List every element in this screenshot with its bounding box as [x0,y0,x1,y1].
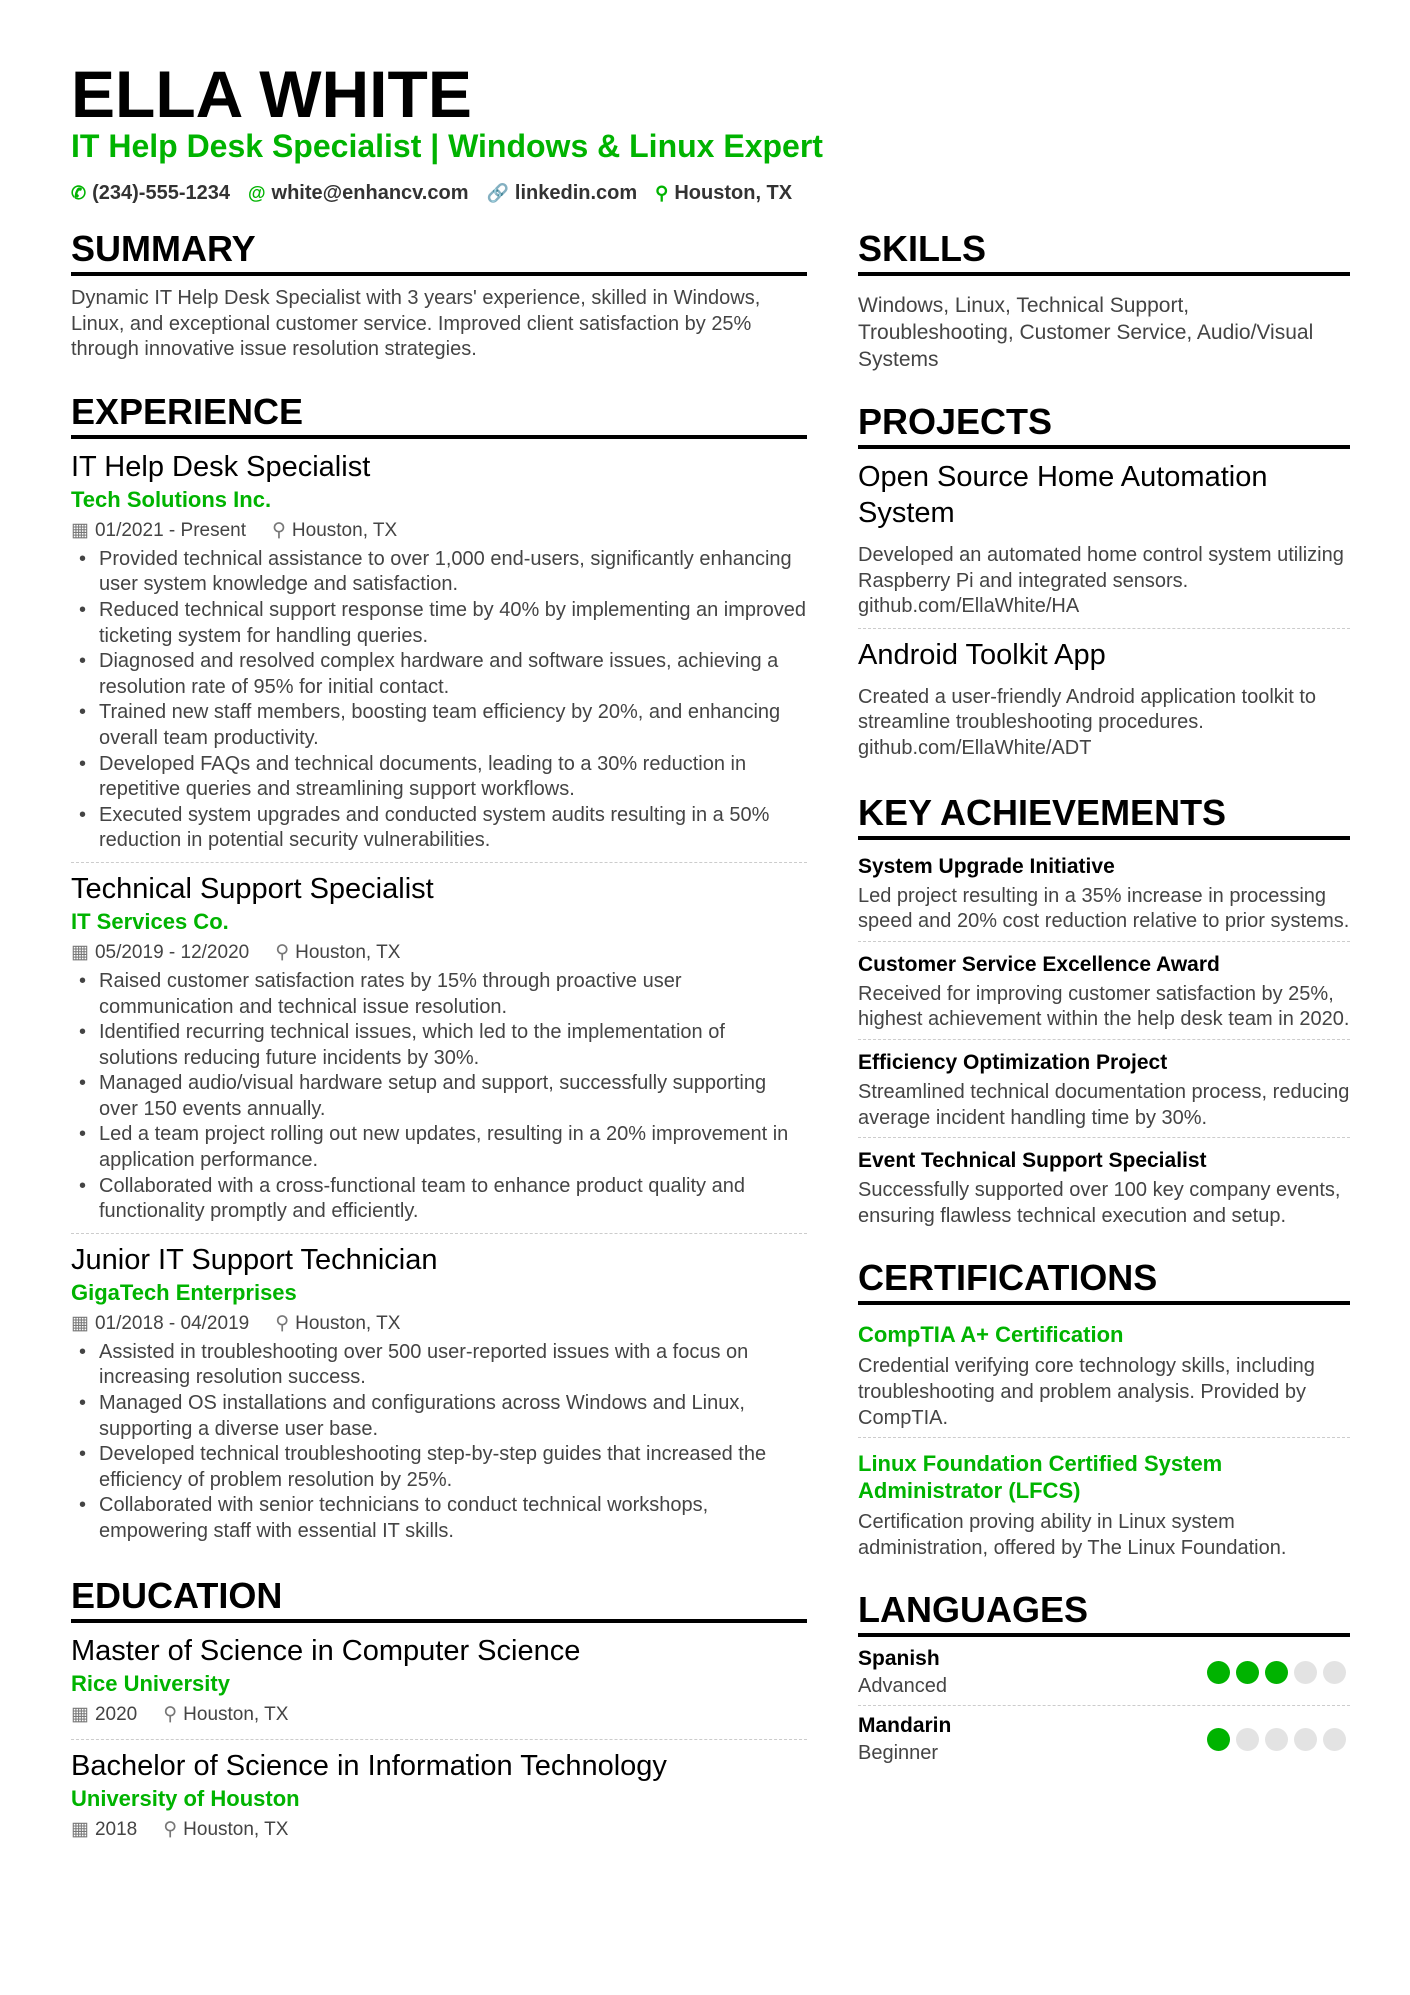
bullet-item: • Developed FAQs and technical documents, leading to a 30% reduction in repetitive queries and streamlining support workflows. [73,752,807,803]
certifications-section [858,1257,1350,1567]
bullet-item: • Led a team project rolling out new updates, resulting in a 20% improvement in application performance. [73,1122,807,1173]
calendar-icon: ▦ [71,941,89,963]
job-location: Houston, TX [295,941,401,963]
bullet-item: • Managed OS installations and configurations across Windows and Linux, supporting a diverse user base. [73,1391,807,1442]
rating-dot [1207,1728,1230,1751]
project-title: Open Source Home Automation System [858,461,1268,529]
bullet-list [73,547,807,854]
achievement-entry [858,1144,1350,1235]
job-title: IT Help Desk Specialist [71,450,371,483]
job-entry [71,1242,807,1553]
education-meta [71,1699,807,1731]
experience-section [71,391,807,1553]
achievements-section [858,792,1350,1236]
projects-section [858,401,1350,770]
job-meta [71,515,807,547]
job-location: Houston, TX [291,519,398,541]
certification-entry [858,1315,1350,1438]
contact-text: (234)-555-1234 [92,182,230,204]
achievement-description: Received for improving customer satisfaction by 25%, highest achievement within the help desk team in 2020. [858,982,1350,1031]
project-title: Android Toolkit App [858,638,1106,671]
rating-dot [1207,1661,1230,1684]
rating-dot [1265,1661,1288,1684]
rating-dot [1265,1728,1288,1751]
bullet-item: • Reduced technical support response time by 40% by implementing an improved ticketing system for handling queries. [73,598,807,649]
school-name: University of Houston [71,1785,300,1811]
at-icon: @ [247,183,266,203]
contact-item[interactable] [655,182,792,205]
education-meta [71,1814,807,1846]
certification-title: Linux Foundation Certified System Administrator (LFCS) [858,1451,1223,1504]
education-location: Houston, TX [183,1818,289,1840]
left-column [71,228,807,1882]
bullet-item: • Developed technical troubleshooting step-by-step guides that increased the efficiency of problem resolution by 25%. [73,1442,807,1493]
language-level: Beginner [858,1742,939,1765]
section-heading: EXPERIENCE [71,391,807,439]
achievement-description: Successfully supported over 100 key company events, ensuring flawless technical execution and setup. [858,1179,1341,1227]
job-dates: 05/2019 - 12/2020 [94,941,250,963]
certification-description: Credential verifying core technology skills, including troubleshooting and problem analysis. Provided by CompTIA. [858,1355,1315,1429]
bullet-item: • Managed audio/visual hardware setup and support, successfully supporting over 150 events annually. [73,1071,807,1122]
contact-item[interactable] [486,182,637,205]
rating-dot [1294,1661,1317,1684]
company-name: Tech Solutions Inc. [71,486,272,512]
location-pin-icon: ⚲ [163,1703,178,1725]
project-link[interactable]: github.com/EllaWhite/HA [858,595,1080,618]
rating-dot [1294,1728,1317,1751]
calendar-icon: ▦ [71,519,89,541]
bullet-item: • Trained new staff members, boosting team efficiency by 20%, and enhancing overall team productivity. [73,700,807,751]
education-year: 2020 [94,1703,138,1725]
achievement-title: System Upgrade Initiative [858,854,1115,878]
job-entry [71,871,807,1234]
project-entry [858,459,1350,629]
project-description: Created a user-friendly Android application toolkit to streamline troubleshooting procedures. [858,685,1317,734]
contact-text: linkedin.com [514,182,638,204]
education-location: Houston, TX [183,1703,289,1725]
location-pin-icon: ⚲ [275,941,290,963]
summary-text: Dynamic IT Help Desk Specialist with 3 years' experience, skilled in Windows, Linux, and exceptional customer service. Improved client satisfaction by 25% through innovative issue resolution strategies. [71,287,761,361]
job-title: Junior IT Support Technician [71,1243,438,1276]
degree: Bachelor of Science in Information Technology [71,1749,667,1782]
bullet-item: • Identified recurring technical issues, which led to the implementation of solutions reducing future incidents by 30%. [73,1020,807,1071]
achievement-description: Streamlined technical documentation process, reducing average incident handling time by 30%. [858,1080,1350,1129]
language-name: Spanish [858,1647,940,1671]
location-pin-icon: ⚲ [655,183,669,203]
school-name: Rice University [71,1670,230,1696]
candidate-title: IT Help Desk Specialist | Windows & Linux Expert [71,128,823,164]
achievement-entry [858,1046,1350,1138]
bullet-list [73,1340,807,1545]
link-icon: 🔗 [486,183,509,203]
calendar-icon: ▦ [71,1703,89,1725]
bullet-item: • Collaborated with a cross-functional team to enhance product quality and functionality promptly and efficiently. [73,1174,807,1225]
education-entry [71,1633,807,1740]
skills-section [858,228,1350,373]
rating-dot [1236,1661,1259,1684]
contact-item[interactable] [71,182,230,205]
certification-entry [858,1444,1350,1567]
rating-dot [1323,1728,1346,1751]
summary-section [71,228,807,363]
candidate-name: ELLA WHITE [71,57,472,131]
achievement-title: Efficiency Optimization Project [858,1050,1168,1074]
right-column [858,228,1350,1800]
achievement-entry [858,850,1350,942]
rating-dot [1236,1728,1259,1751]
contact-bar [71,182,792,205]
job-meta [71,937,807,969]
section-heading: LANGUAGES [858,1589,1350,1637]
language-info [858,1712,951,1766]
proficiency-rating [1207,1661,1346,1684]
location-pin-icon: ⚲ [163,1818,178,1840]
calendar-icon: ▦ [71,1312,89,1334]
project-description: Developed an automated home control system utilizing Raspberry Pi and integrated sensors. [858,544,1344,592]
achievement-title: Event Technical Support Specialist [858,1149,1207,1173]
job-dates: 01/2021 - Present [94,519,246,541]
contact-text: Houston, TX [674,182,793,204]
section-heading: SKILLS [858,228,1350,276]
job-title: Technical Support Specialist [71,872,434,905]
language-entry [858,1706,1350,1772]
education-year: 2018 [94,1818,138,1840]
location-pin-icon: ⚲ [272,519,286,541]
language-entry [858,1639,1350,1706]
job-entry [71,449,807,863]
education-section [71,1575,807,1854]
bullet-item: • Assisted in troubleshooting over 500 user-reported issues with a focus on increasing resolution success. [73,1340,807,1391]
section-heading: EDUCATION [71,1575,807,1623]
bullet-item: • Raised customer satisfaction rates by 15% through proactive user communication and technical issue resolution. [73,969,807,1020]
achievement-description: Led project resulting in a 35% increase in processing speed and 20% cost reduction relative to prior systems. [858,884,1350,933]
bullet-list [73,969,807,1225]
company-name: IT Services Co. [71,908,229,934]
language-info [858,1645,947,1699]
calendar-icon: ▦ [71,1818,89,1840]
skills-text: Windows, Linux, Technical Support, Troubleshooting, Customer Service, Audio/Visual Systems [858,294,1314,371]
project-link[interactable]: github.com/EllaWhite/ADT [858,736,1092,759]
location-pin-icon: ⚲ [275,1312,290,1334]
bullet-item: • Executed system upgrades and conducted system audits resulting in a 50% reduction in potential security vulnerabilities. [73,803,807,854]
certification-description: Certification proving ability in Linux system administration, offered by The Linux Foundation. [858,1511,1287,1559]
phone-icon: ✆ [71,183,87,203]
languages-section [858,1589,1350,1772]
section-heading: CERTIFICATIONS [858,1257,1350,1305]
job-meta [71,1308,807,1340]
job-location: Houston, TX [295,1312,401,1334]
language-name: Mandarin [858,1714,952,1738]
achievement-title: Customer Service Excellence Award [858,952,1220,976]
language-level: Advanced [858,1675,947,1698]
bullet-item: • Diagnosed and resolved complex hardware and software issues, achieving a resolution rate of 95% for initial contact. [73,649,807,700]
section-heading: SUMMARY [71,228,807,276]
section-heading: PROJECTS [858,401,1350,449]
proficiency-rating [1207,1728,1346,1751]
contact-item[interactable] [248,182,469,205]
degree: Master of Science in Computer Science [71,1634,581,1667]
job-dates: 01/2018 - 04/2019 [94,1312,250,1334]
bullet-item: • Collaborated with senior technicians to conduct technical workshops, empowering staff with essential IT skills. [73,1493,807,1544]
certification-title: CompTIA A+ Certification [858,1322,1124,1348]
company-name: GigaTech Enterprises [71,1279,297,1305]
achievement-entry [858,948,1350,1040]
project-entry [858,637,1350,770]
contact-text: white@enhancv.com [271,182,469,204]
section-heading: KEY ACHIEVEMENTS [858,792,1350,840]
bullet-item: • Provided technical assistance to over 1,000 end-users, significantly enhancing user system knowledge and satisfaction. [73,547,807,598]
education-entry [71,1748,807,1854]
rating-dot [1323,1661,1346,1684]
